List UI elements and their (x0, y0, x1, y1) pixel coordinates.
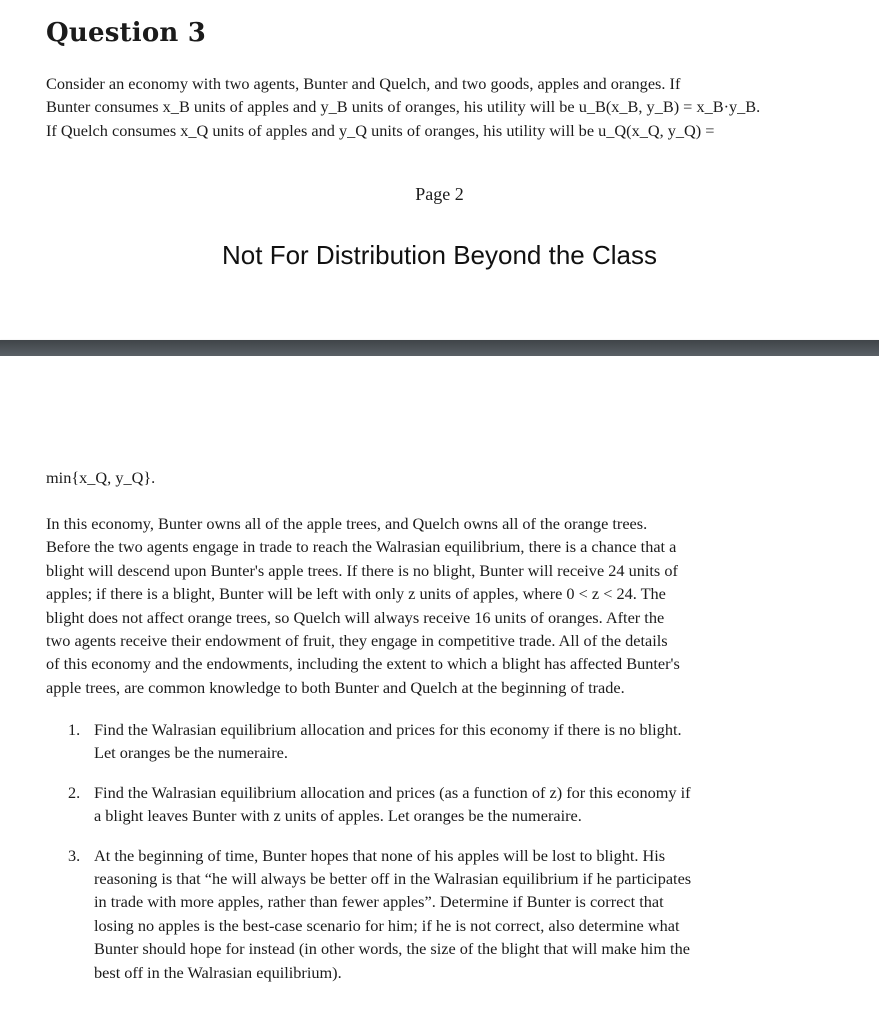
page-top (0, 0, 879, 340)
item-line: At the beginning of time, Bunter hopes that none of his apples will be lost to blight. His (94, 845, 666, 865)
item-line: Find the Walrasian equilibrium allocation and prices (as a function of z) for this economy if (94, 782, 691, 802)
list-item (46, 844, 846, 984)
intro-line: If Quelch consumes x_Q units of apples and y_Q units of oranges, his utility will be u_Q(x_Q, y_Q) = (46, 120, 715, 140)
item-line: reasoning is that “he will always be better off in the Walrasian equilibrium if he participates (94, 869, 692, 889)
continuation-line: min{x_Q, y_Q}. (46, 468, 156, 487)
list-item (46, 718, 846, 765)
distribution-notice: Not For Distribution Beyond the Class (222, 240, 657, 270)
intro-paragraph (46, 72, 846, 142)
question-title: Question 3 (46, 18, 207, 48)
continuation-text (46, 466, 846, 489)
item-number: 2. (68, 782, 81, 802)
intro-line: Consider an economy with two agents, Bunter and Quelch, and two goods, apples and oranges. If (46, 74, 681, 93)
body-line: apples; if there is a blight, Bunter will be left with only z units of apples, where 0 < z < 24. The (46, 584, 666, 604)
item-line: Bunter should hope for instead (in other words, the size of the blight that will make him the (94, 939, 690, 959)
body-line: blight will descend upon Bunter's apple trees. If there is no blight, Bunter will receive 24 units of (46, 560, 678, 580)
item-number: 3. (68, 845, 81, 865)
body-line: blight does not affect orange trees, so Quelch will always receive 16 units of oranges. After the (46, 607, 665, 627)
item-line: a blight leaves Bunter with z units of apples. Let oranges be the numeraire. (94, 806, 582, 826)
body-line: Before the two agents engage in trade to reach the Walrasian equilibrium, there is a chance that a (46, 537, 677, 557)
item-line: losing no apples is the best-case scenario for him; if he is not correct, also determine what (94, 915, 680, 935)
item-line: best off in the Walrasian equilibrium). (94, 962, 342, 982)
page-number: Page 2 (415, 184, 464, 204)
item-line: in trade with more apples, rather than fewer apples”. Determine if Bunter is correct that (94, 892, 664, 912)
body-line: two agents receive their endowment of fruit, they engage in competitive trade. All of the details (46, 631, 668, 651)
list-item (46, 781, 846, 828)
item-line: Let oranges be the numeraire. (94, 743, 288, 763)
body-line: of this economy and the endowments, including the extent to which a blight has affected Bunter's (46, 654, 680, 674)
page-bottom (0, 356, 879, 1024)
body-line: In this economy, Bunter owns all of the apple trees, and Quelch owns all of the orange trees. (46, 514, 648, 533)
question-list (46, 718, 846, 984)
page-divider (0, 340, 879, 356)
item-line: Find the Walrasian equilibrium allocation and prices for this economy if there is no blight. (94, 720, 682, 739)
intro-line: Bunter consumes x_B units of apples and y_B units of oranges, his utility will be u_B(x_B, y_B) = x_B·y_B. (46, 97, 761, 117)
body-paragraph (46, 512, 846, 699)
item-number: 1. (68, 720, 81, 739)
body-line: apple trees, are common knowledge to both Bunter and Quelch at the beginning of trade. (46, 677, 625, 697)
